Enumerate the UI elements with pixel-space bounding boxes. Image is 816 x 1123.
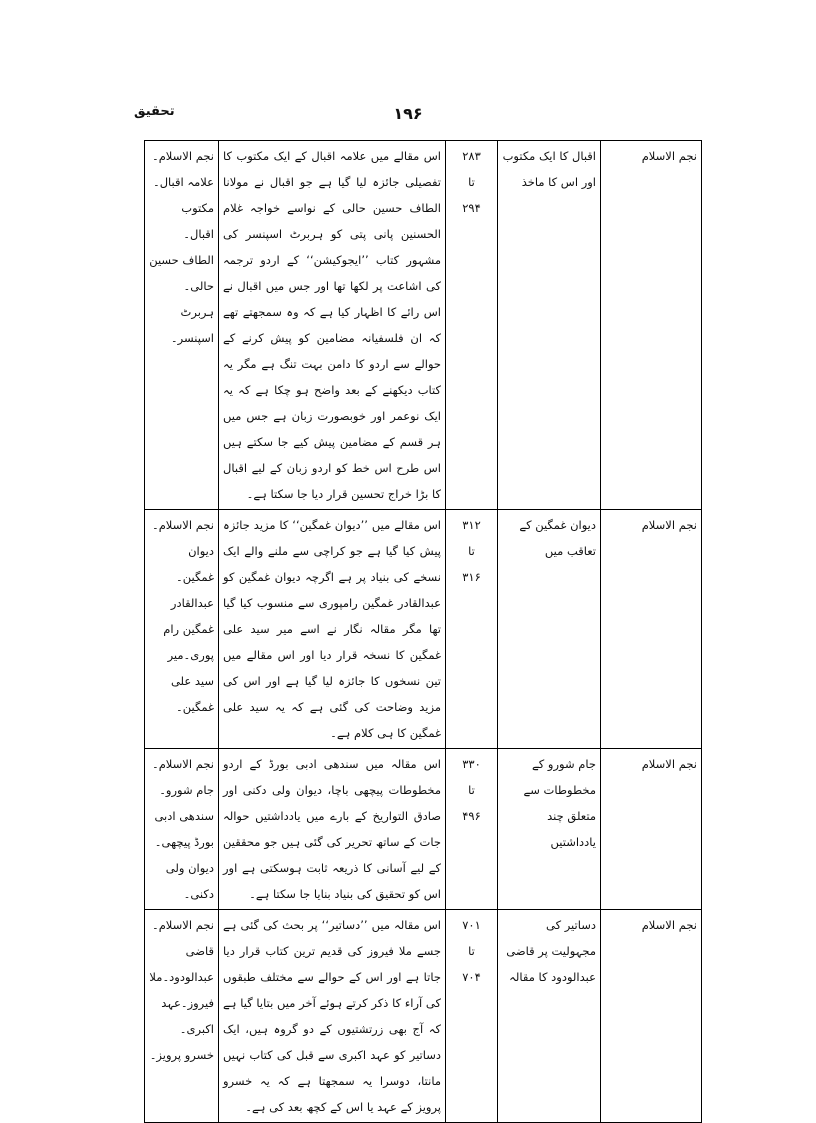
keyword: نجم الاسلام۔قاضی عبدالودود۔ملا فیروز۔عہد اکبری۔: [149, 918, 214, 1036]
page-start: ۳۱۲: [462, 518, 481, 532]
keywords-cell: [145, 510, 219, 749]
keyword: خسرو پرویز۔: [149, 1048, 214, 1062]
summary-cell: اس مقالے میں علامہ اقبال کے ایک مکتوب کا تفصیلی جائزہ لیا گیا ہے جو اقبال نے مولانا الطاف حسین حالی کے نواسے خواجہ غلام الحسنین پانی پتی کو ہربرٹ اسپنسر کی مشہور کتاب ’’ایجوکیشن‘‘ کے اردو ترجمہ کی اشاعت پر لکھا تھا اور جس میں اقبال نے اس رائے کا اظہار کیا ہے کہ وہ سمجھتے تھے کہ ان فلسفیانہ مضامین کو پیش کرنے کے حوالے سے اردو کا دامن بہت تنگ ہے مگر یہ کتاب دیکھنے کے بعد واضح ہو چکا ہے کہ یہ ایک نوعمر اور خوبصورت زبان ہے جس میں ہر قسم کے مضامین پیش کیے جا سکتے ہیں اس طرح اس خط کو اردو زبان کے لیے اقبال کا بڑا خراج تحسین قرار دیا جا سکتا ہے۔: [219, 141, 446, 510]
author-cell: نجم الاسلام: [601, 510, 702, 749]
keywords-cell: [145, 910, 219, 1123]
pages-cell: [446, 749, 498, 910]
pages-cell: [446, 910, 498, 1123]
page-to: تا: [468, 175, 475, 189]
running-title: تحقیق: [134, 104, 175, 119]
title-cell: اقبال کا ایک مکتوب اور اس کا ماخذ: [498, 141, 601, 510]
keyword: عبدالقادر غمگین رام پوری۔میر سید علی غمگین۔: [163, 596, 214, 714]
pages-cell: [446, 141, 498, 510]
table-row: [145, 510, 702, 749]
keywords-cell: [145, 141, 219, 510]
title-cell: جام شورو کے مخطوطات سے متعلق چند یادداشتیں: [498, 749, 601, 910]
author-cell: نجم الاسلام: [601, 749, 702, 910]
page-end: ۴۹۶: [462, 809, 481, 823]
keyword: جام شورو۔سندھی ادبی بورڈ پیچھی۔: [154, 783, 214, 849]
keyword: نجم الاسلام۔: [151, 518, 214, 532]
table-row: [145, 141, 702, 510]
summary-cell: اس مقالہ میں سندھی ادبی بورڈ کے اردو مخطوطات پیچھی باچا، دیوان ولی دکنی اور صادق التواریخ کے بارے میں یادداشتیں حوالہ جات کے ساتھ تحریر کی گئی ہیں جو محققین کے لیے آسانی کا ذریعہ ثابت ہوسکتی ہے اور اس کو تحقیق کی بنیاد بنایا جا سکتا ہے۔: [219, 749, 446, 910]
page-start: ۷۰۱: [462, 918, 481, 932]
index-table: [144, 140, 702, 1123]
keyword: دیوان غمگین۔: [176, 544, 214, 584]
page-end: ۷۰۴: [462, 970, 481, 984]
pages-cell: [446, 510, 498, 749]
page-number: ۱۹۶: [393, 104, 423, 123]
keyword: دیوان ولی دکنی۔: [165, 861, 214, 901]
table-row: [145, 749, 702, 910]
page-to: تا: [468, 544, 475, 558]
page-end: ۲۹۴: [462, 201, 481, 215]
page-to: تا: [468, 944, 475, 958]
page-end: ۳۱۶: [462, 570, 481, 584]
title-cell: دساتیر کی مجہولیت پر قاضی عبدالودود کا مقالہ: [498, 910, 601, 1123]
keyword: الطاف حسین حالی۔: [149, 253, 214, 293]
keyword: ہربرٹ اسپنسر۔: [170, 305, 214, 345]
title-cell: دیوان غمگین کے تعاقب میں: [498, 510, 601, 749]
keywords-cell: [145, 749, 219, 910]
page-start: ۲۸۳: [462, 149, 481, 163]
keyword: نجم الاسلام۔: [151, 149, 214, 163]
keyword: مکتوب اقبال۔: [181, 201, 214, 241]
keyword: علامہ اقبال۔: [152, 175, 214, 189]
page-to: تا: [468, 783, 475, 797]
author-cell: نجم الاسلام: [601, 141, 702, 510]
summary-cell: اس مقالے میں ’’دیوان غمگین‘‘ کا مزید جائزہ پیش کیا گیا ہے جو کراچی سے ملنے والے ایک نسخے کی بنیاد پر ہے اگرچہ دیوان غمگین کو عبدالقادر غمگین رامپوری سے منسوب کیا گیا تھا مگر مقالہ نگار نے اسے میر سید علی غمگین کا نسخہ قرار دیا اور اس مقالے میں تین نسخوں کا جائزہ لیا گیا ہے اور اس کی مزید وضاحت کی گئی ہے کہ یہ سید علی غمگین کا ہی کلام ہے۔: [219, 510, 446, 749]
table-row: [145, 910, 702, 1123]
page-start: ۳۳۰: [462, 757, 481, 771]
summary-cell: اس مقالہ میں ’’دساتیر‘‘ پر بحث کی گئی ہے جسے ملا فیروز کی قدیم ترین کتاب قرار دیا جاتا ہے اور اس کے حوالے سے مختلف طبقوں کی آراء کا ذکر کرتے ہوئے آخر میں بتایا گیا ہے کہ آج بھی زرتشتیوں کے دو گروہ ہیں، ایک دساتیر کو عہد اکبری سے قبل کی کتاب نہیں مانتا، دوسرا یہ سمجھتا ہے کہ یہ خسرو پرویز کے عہد یا اس کے کچھ بعد کی ہے۔: [219, 910, 446, 1123]
author-cell: نجم الاسلام: [601, 910, 702, 1123]
keyword: نجم الاسلام۔: [151, 757, 214, 771]
